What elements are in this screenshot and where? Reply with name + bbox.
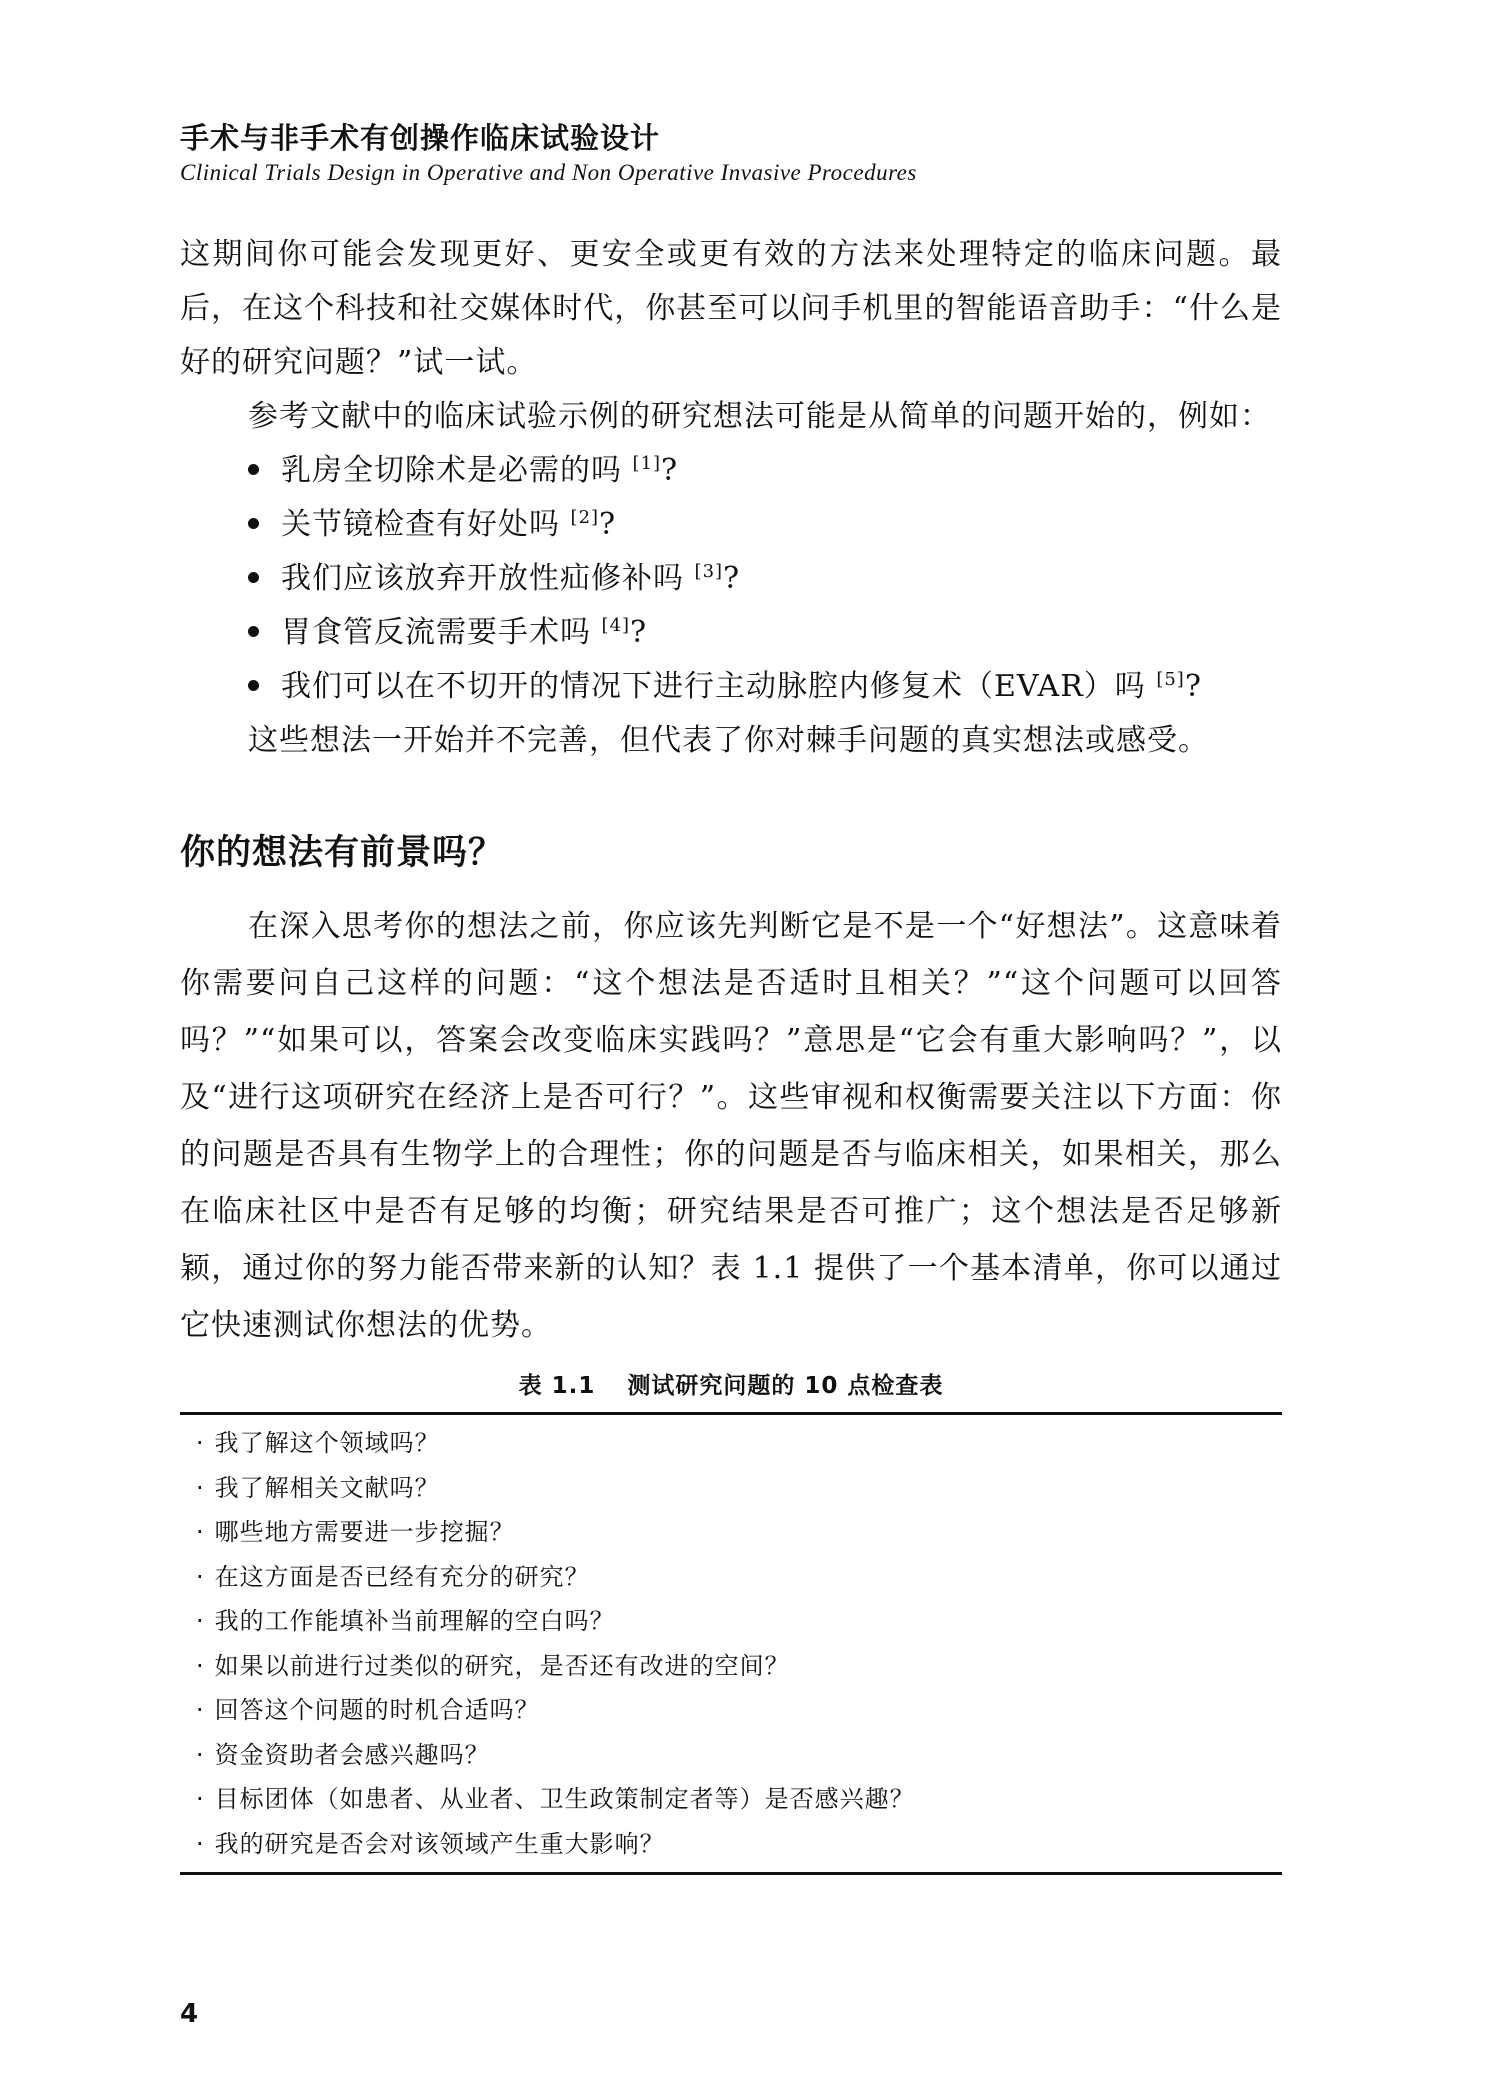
list-item-end: ?: [661, 453, 679, 488]
reference-citation: [3]: [694, 561, 724, 582]
bullet-icon: ·: [196, 1518, 205, 1546]
table-row: [180, 1466, 1282, 1511]
list-item-text: 关节镜检查有好处吗: [281, 507, 571, 542]
reference-citation: [4]: [601, 615, 631, 636]
table-row-text: 回答这个问题的时机合适吗？: [214, 1696, 540, 1724]
bullet-icon: ·: [196, 1696, 205, 1724]
table-row: [180, 1688, 1282, 1733]
table-row-text: 在这方面是否已经有充分的研究？: [214, 1562, 590, 1591]
reference-citation: [5]: [1156, 669, 1185, 690]
example-questions-list: [180, 444, 1282, 714]
list-item-end: ?: [723, 561, 741, 596]
book-title-chinese: 手术与非手术有创操作临床试验设计: [180, 121, 661, 155]
bullet-icon: [248, 572, 259, 583]
table-row-text: 我了解相关文献吗？: [214, 1473, 440, 1502]
table-row: [180, 1777, 1282, 1822]
intro-section: [180, 228, 1282, 768]
bullet-icon: ·: [196, 1607, 205, 1635]
list-item-end: ?: [599, 507, 617, 542]
section-heading: 你的想法有前景吗？: [180, 833, 505, 873]
table-row-text: 我了解这个领域吗？: [214, 1429, 440, 1457]
table-row: [180, 1421, 1282, 1466]
bullet-icon: [248, 680, 259, 691]
bullet-icon: ·: [196, 1829, 205, 1858]
list-item-text: 我们应该放弃开放性疝修补吗: [281, 561, 695, 596]
list-item-end: ?: [630, 615, 648, 650]
list-item: [248, 444, 1282, 498]
table-caption: [180, 1366, 1282, 1406]
bullet-icon: [248, 518, 259, 529]
list-item-text: 胃食管反流需要手术吗: [281, 615, 602, 650]
table-row: [180, 1510, 1282, 1555]
checklist-table: [180, 1366, 1282, 1875]
list-item-text: 我们可以在不切开的情况下进行主动脉腔内修复术（EVAR）吗: [281, 669, 1157, 704]
section-paragraph: 在深入思考你的想法之前，你应该先判断它是不是一个“好想法”。这意味着你需要问自己这样的问题：“这个想法是否适时且相关？”“这个问题可以回答吗？”“如果可以，答案会改变临床实践吗？”意思是“它会有重大影响吗？”，以及“进行这项研究在经济上是否可行？”。这些审视和权衡需要关注以下方面：你的问题是否具有生物学上的合理性；你的问题是否与临床相关，如果相关，那么在临床社区中是否有足够的均衡；研究结果是否可推广；这个想法是否足够新颖，通过你的努力能否带来新的认知？表 1.1 提供了一个基本清单，你可以通过它快速测试你想法的优势。: [180, 909, 1282, 1343]
list-item: [248, 552, 1282, 606]
table-row: [180, 1733, 1282, 1778]
table-row-text: 哪些地方需要进一步挖掘？: [214, 1518, 515, 1546]
bullet-icon: ·: [196, 1651, 205, 1680]
bullet-icon: ·: [196, 1785, 205, 1813]
bullet-icon: ·: [196, 1473, 205, 1502]
table-row-text: 如果以前进行过类似的研究，是否还有改进的空间？: [214, 1651, 790, 1680]
table-row-text: 我的工作能填补当前理解的空白吗？: [214, 1607, 615, 1635]
list-item-text: 乳房全切除术是必需的吗: [281, 453, 633, 488]
table-row: [180, 1599, 1282, 1644]
list-item-end: ?: [1184, 669, 1202, 704]
table-row: [180, 1555, 1282, 1600]
running-head: [180, 118, 1330, 188]
reference-citation: [2]: [570, 507, 600, 528]
table-caption-number: 表 1.1: [518, 1373, 596, 1399]
bullet-icon: ·: [196, 1562, 205, 1591]
table-row-text: 目标团体（如患者、从业者、卫生政策制定者等）是否感兴趣？: [214, 1785, 915, 1813]
intro-paragraph-1: 这期间你可能会发现更好、更安全或更有效的方法来处理特定的临床问题。最后，在这个科技和社交媒体时代，你甚至可以问手机里的智能语音助手：“什么是好的研究问题？”试一试。: [180, 237, 1282, 380]
list-item: [248, 498, 1282, 552]
bullet-icon: ·: [196, 1429, 205, 1457]
section-body: [180, 898, 1282, 1354]
page-number: 4: [180, 1999, 199, 2029]
table-row: [180, 1822, 1282, 1867]
table-caption-title: 测试研究问题的 10 点检查表: [627, 1373, 944, 1399]
book-title-english: Clinical Trials Design in Operative and Non Operative Invasive Procedures: [180, 160, 917, 185]
reference-citation: [1]: [632, 453, 662, 474]
list-item: [248, 606, 1282, 660]
intro-paragraph-2: 参考文献中的临床试验示例的研究想法可能是从简单的问题开始的，例如：: [248, 399, 1271, 434]
bullet-icon: [248, 626, 259, 637]
checklist-body: [180, 1412, 1282, 1875]
bullet-icon: ·: [196, 1740, 205, 1769]
bullet-icon: [248, 464, 259, 475]
list-item: [248, 660, 1282, 714]
intro-paragraph-3: 这些想法一开始并不完善，但代表了你对棘手问题的真实想法或感受。: [248, 723, 1209, 758]
table-row-text: 我的研究是否会对该领域产生重大影响？: [214, 1829, 665, 1858]
table-row: [180, 1644, 1282, 1689]
table-row-text: 资金资助者会感兴趣吗？: [214, 1740, 490, 1769]
